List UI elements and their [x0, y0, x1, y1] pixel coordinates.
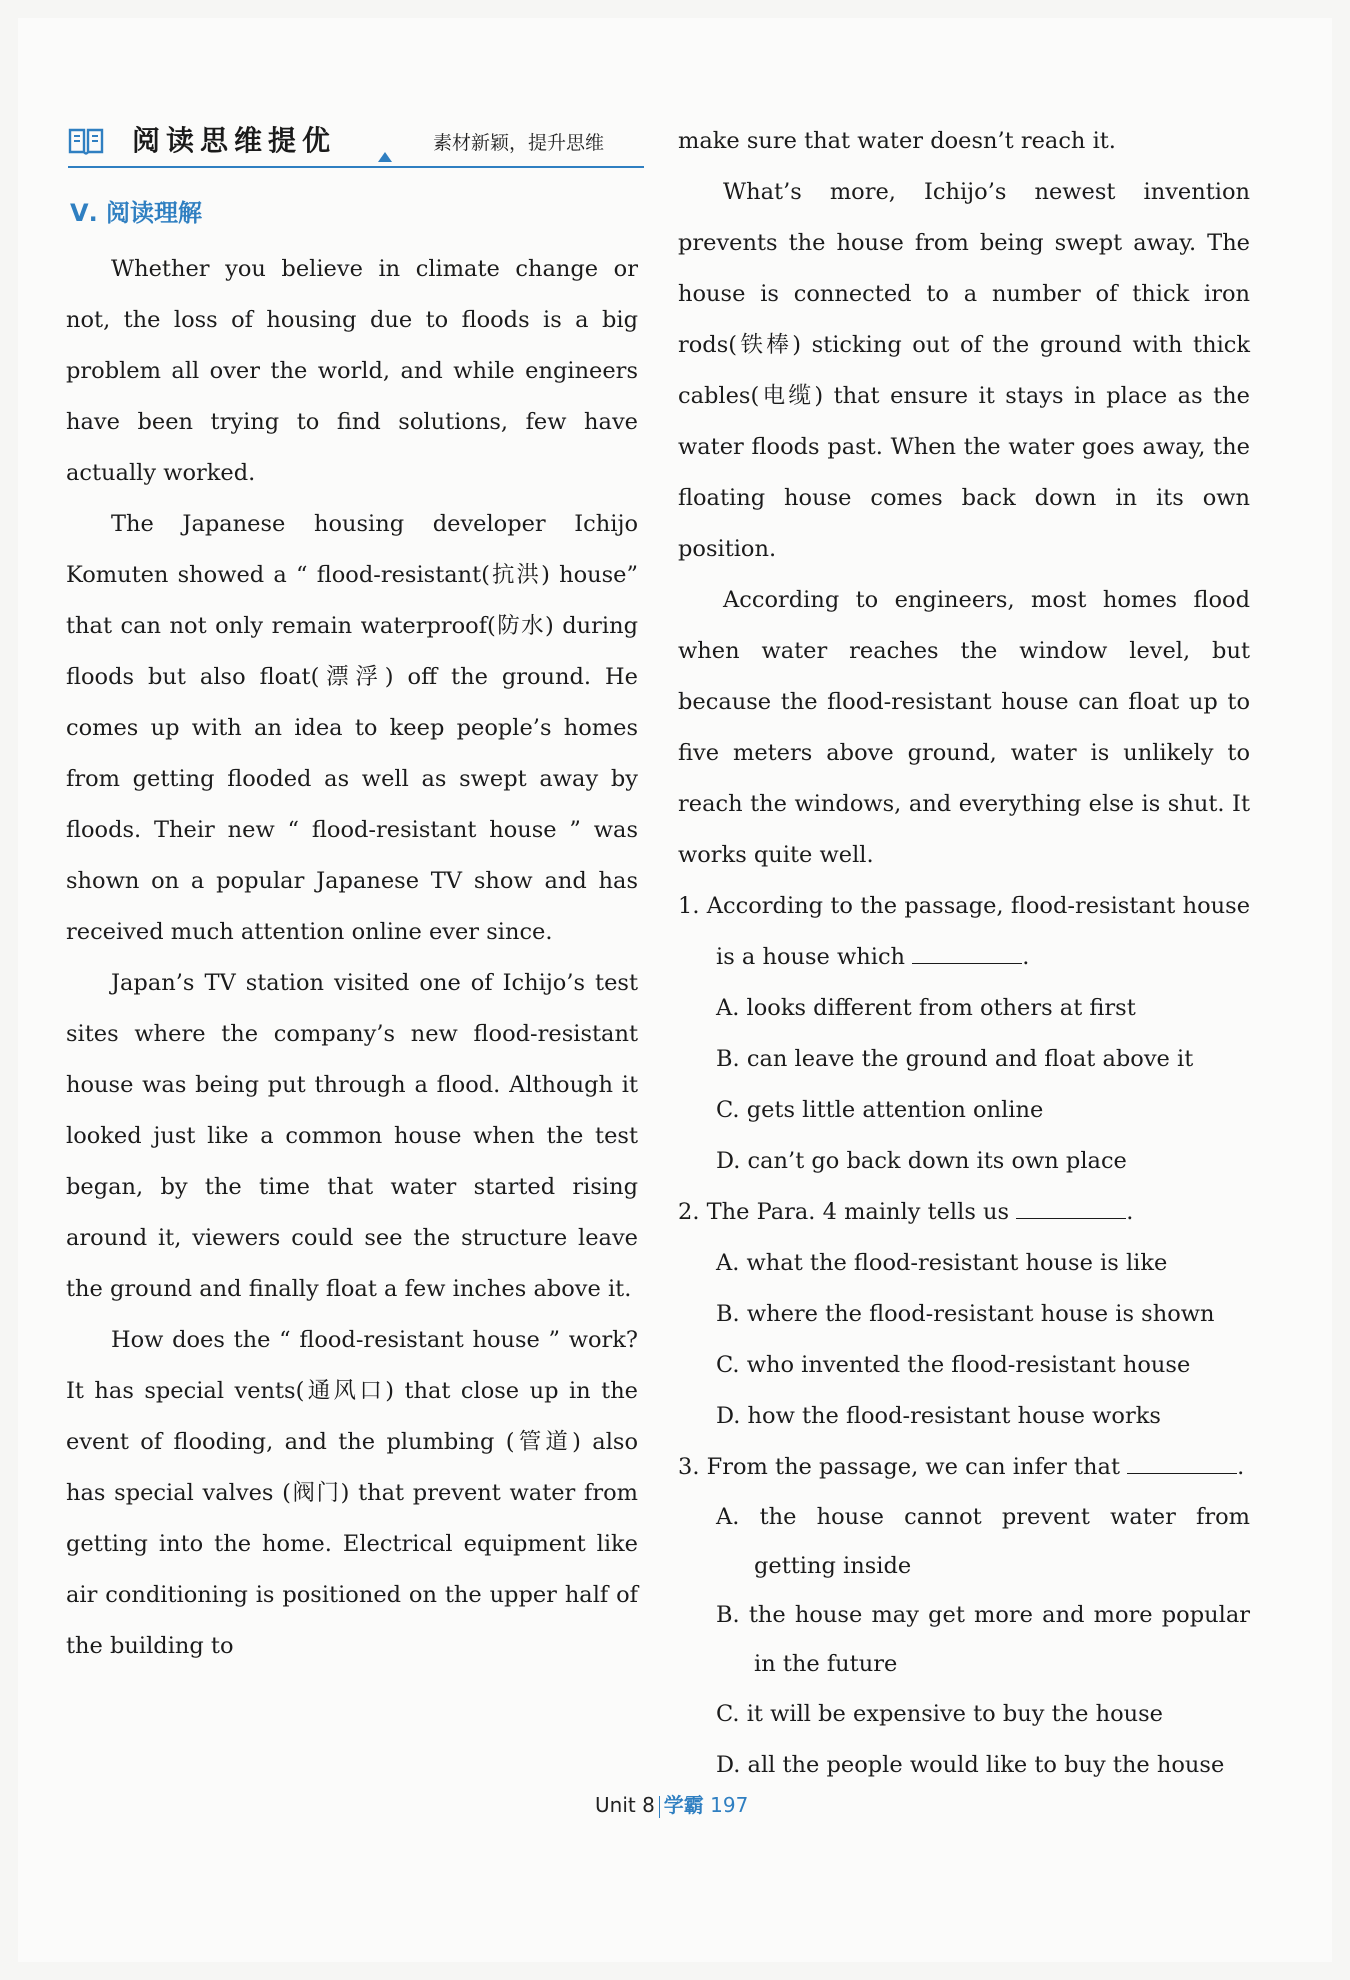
question-end: . [1022, 944, 1030, 970]
passage-left-column [66, 244, 638, 1672]
question-3 [678, 1442, 1250, 1791]
header-subtitle: 素材新颖，提升思维 [433, 132, 605, 154]
option-c[interactable]: C. it will be expensive to buy the house [716, 1701, 1164, 1727]
section-header [68, 120, 644, 168]
question-text: According to the passage, flood-resistant house is a house which [706, 893, 1251, 970]
open-book-icon [68, 124, 104, 156]
question-2 [678, 1187, 1250, 1442]
question-end: . [1237, 1454, 1245, 1480]
option-c[interactable]: C. gets little attention online [716, 1097, 1044, 1123]
option-a[interactable]: A. the house cannot prevent water from getting inside [716, 1504, 1250, 1579]
answer-blank[interactable] [912, 933, 1022, 964]
answer-blank[interactable] [1016, 1188, 1126, 1219]
question-1 [678, 881, 1250, 1187]
option-b[interactable]: B. where the flood-resistant house is shown [716, 1301, 1215, 1327]
answer-blank[interactable] [1127, 1443, 1237, 1474]
question-text: The Para. 4 mainly tells us [706, 1199, 1010, 1225]
triangle-marker-icon [378, 152, 392, 162]
option-b[interactable]: B. the house may get more and more popular in the future [716, 1602, 1250, 1677]
passage-right-column [678, 116, 1250, 1791]
passage-paragraph-2: The Japanese housing developer Ichijo Komuten showed a “ flood-resistant(抗洪) house” that can not only remain waterproof(防水) during floods but also float(漂浮) off the ground. He comes up with an idea to keep people’s homes from getting flooded as well as swept away by floods. Their new “ flood-resistant house ” was shown on a popular Japanese TV show and has received much attention online ever since. [66, 511, 638, 945]
passage-paragraph-3: Japan’s TV station visited one of Ichijo’s test sites where the company’s new flood-resistant house was being put through a flood. Although it looked just like a common house when the test began, by the time that water started rising around it, viewers could see the structure leave the ground and finally float a few inches above it. [66, 970, 638, 1302]
passage-paragraph-5: What’s more, Ichijo’s newest invention prevents the house from being swept away. The house is connected to a number of thick iron rods(铁棒) sticking out of the ground with thick cables(电缆) that ensure it stays in place as the water floods past. When the water goes away, the floating house comes back down in its own position. [678, 179, 1250, 562]
question-stem [678, 1442, 1250, 1493]
footer-divider [659, 1796, 660, 1818]
question-number: 3. [678, 1454, 700, 1480]
option-b[interactable]: B. can leave the ground and float above it [716, 1046, 1194, 1072]
option-d[interactable]: D. can’t go back down its own place [716, 1148, 1127, 1174]
passage-paragraph-4: How does the “ flood-resistant house ” work? It has special vents(通风口) that close up in the event of flooding, and the plumbing (管道) also has special valves (阀门) that prevent water from getting into the home. Electrical equipment like air conditioning is positioned on the upper half of the building to [66, 1327, 638, 1659]
section-label: Ⅴ. 阅读理解 [70, 199, 203, 227]
header-title: 阅读思维提优 [132, 124, 337, 157]
passage-paragraph-4-continued: make sure that water doesn’t reach it. [678, 128, 1116, 154]
option-c[interactable]: C. who invented the flood-resistant house [716, 1352, 1191, 1378]
unit-label: Unit 8 [595, 1793, 655, 1817]
question-end: . [1126, 1199, 1134, 1225]
option-d[interactable]: D. how the flood-resistant house works [716, 1403, 1161, 1429]
passage-paragraph-6: According to engineers, most homes flood when water reaches the window level, but because the flood-resistant house can float up to five meters above ground, water is unlikely to reach the windows, and everything else is shut. It works quite well. [678, 587, 1250, 868]
question-number: 1. [678, 893, 700, 919]
question-number: 2. [678, 1199, 700, 1225]
option-d[interactable]: D. all the people would like to buy the house [716, 1752, 1225, 1778]
question-text: From the passage, we can infer that [706, 1454, 1120, 1480]
option-a[interactable]: A. looks different from others at first [716, 995, 1136, 1021]
brand-label: 学霸 [663, 1793, 704, 1817]
question-stem [678, 1187, 1250, 1238]
passage-paragraph-1: Whether you believe in climate change or not, the loss of housing due to floods is a big problem all over the world, and while engineers have been trying to find solutions, few have actually worked. [66, 256, 638, 486]
page-number: 197 [710, 1793, 749, 1817]
option-a[interactable]: A. what the flood-resistant house is like [716, 1250, 1168, 1276]
question-stem [678, 881, 1250, 983]
page-footer [595, 1790, 748, 1820]
